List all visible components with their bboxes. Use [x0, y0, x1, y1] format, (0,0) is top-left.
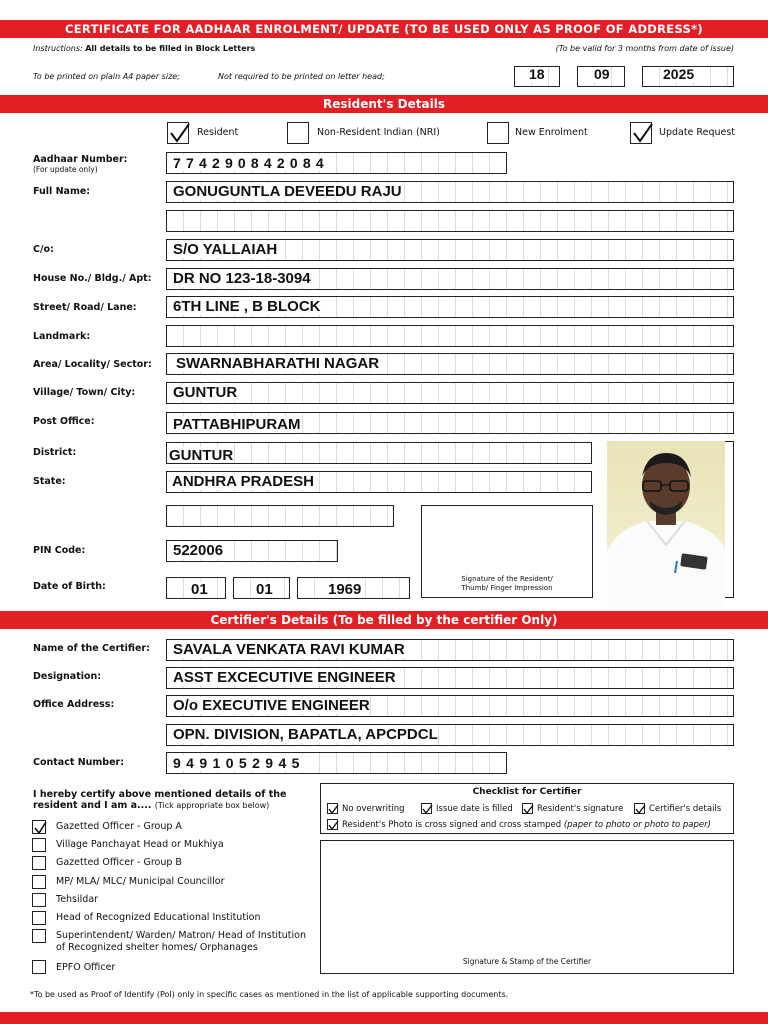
post-office-label: Post Office:: [33, 416, 95, 427]
resident-signature-caption: Signature of the Resident/ Thumb/ Finger Impression: [461, 575, 553, 592]
role-panchayat-head-checkbox[interactable]: [32, 838, 46, 852]
checklist-resident-signature-checkbox[interactable]: [522, 803, 533, 814]
checklist-certifier-details-checkbox[interactable]: [634, 803, 645, 814]
dob-year-field[interactable]: 1969: [297, 577, 410, 599]
certifier-section-title: Certifier's Details (To be filled by the certifier Only): [210, 613, 558, 627]
landmark-label: Landmark:: [33, 331, 91, 342]
role-mp-mla-checkbox[interactable]: [32, 875, 46, 889]
street-label: Street/ Road/ Lane:: [33, 302, 137, 313]
state-extra-field[interactable]: [166, 505, 394, 527]
certifier-signature-caption: Signature & Stamp of the Certifier: [462, 957, 592, 966]
certifier-section-bar: [0, 611, 768, 629]
role-educational-head-label: Head of Recognized Educational Institution: [56, 912, 261, 923]
contact-number-field[interactable]: 9491052945: [166, 752, 507, 774]
resident-photo: [607, 441, 725, 607]
instructions: Instructions: All details to be filled in Block Letters: [33, 44, 256, 53]
checklist-resident-signature-label: Resident's signature: [537, 804, 624, 814]
checkmark-icon: [33, 821, 47, 835]
pin-code-label: PIN Code:: [33, 545, 86, 556]
checklist-issue-date-label: Issue date is filled: [436, 804, 513, 814]
checkmark-icon: [631, 123, 653, 145]
checklist-photo-label: Resident's Photo is cross signed and cross stamped (paper to photo or photo to paper): [342, 820, 711, 830]
checklist-no-overwriting-label: No overwriting: [342, 804, 405, 814]
designation-label: Designation:: [33, 671, 102, 682]
new-enrolment-checkbox[interactable]: [487, 122, 509, 144]
aadhaar-field[interactable]: 774290842084: [166, 152, 507, 174]
resident-section-title: Resident's Details: [323, 97, 445, 111]
office-address-line1-field[interactable]: O/o EXECUTIVE ENGINEER: [166, 695, 734, 717]
role-panchayat-head-label: Village Panchayat Head or Mukhiya: [56, 839, 224, 850]
issue-date-day[interactable]: 18: [514, 66, 560, 87]
office-address-line2-field[interactable]: OPN. DIVISION, BAPATLA, APCPDCL: [166, 724, 734, 746]
update-request-checkbox[interactable]: [630, 122, 652, 144]
role-educational-head-checkbox[interactable]: [32, 911, 46, 925]
issue-date-year[interactable]: 2025: [642, 66, 734, 87]
resident-section-bar: [0, 95, 768, 113]
resident-option-label: Resident: [197, 127, 239, 138]
resident-checkbox[interactable]: [167, 122, 189, 144]
checkmark-icon: [328, 804, 339, 815]
checklist-title: Checklist for Certifier: [472, 787, 582, 797]
checklist-issue-date-checkbox[interactable]: [421, 803, 432, 814]
designation-field[interactable]: ASST EXCECUTIVE ENGINEER: [166, 667, 734, 689]
checklist-certifier-details-label: Certifier's details: [649, 804, 722, 814]
state-field[interactable]: ANDHRA PRADESH: [166, 471, 592, 493]
post-office-field[interactable]: PATTABHIPURAM: [166, 412, 734, 434]
certifier-signature-box[interactable]: [320, 840, 734, 974]
footer-bar: [0, 1012, 768, 1024]
certifier-name-field[interactable]: SAVALA VENKATA RAVI KUMAR: [166, 639, 734, 661]
role-tehsildar-checkbox[interactable]: [32, 893, 46, 907]
care-of-label: C/o:: [33, 244, 54, 255]
house-label: House No./ Bldg./ Apt:: [33, 273, 152, 284]
full-name-line2-field[interactable]: [166, 210, 734, 232]
certifier-name-label: Name of the Certifier:: [33, 643, 150, 654]
role-epfo-checkbox[interactable]: [32, 960, 46, 974]
village-label: Village/ Town/ City:: [33, 387, 136, 398]
district-label: District:: [33, 447, 77, 458]
checkmark-icon: [523, 804, 534, 815]
checklist-no-overwriting-checkbox[interactable]: [327, 803, 338, 814]
issue-date-month[interactable]: 09: [577, 66, 625, 87]
checkmark-icon: [328, 820, 339, 831]
footnote: *To be used as Proof of Identify (PoI) only in specific cases as mentioned in the list of applicable supporting documents.: [30, 990, 509, 999]
dob-month-field[interactable]: 01: [233, 577, 290, 599]
dob-day-field[interactable]: 01: [166, 577, 226, 599]
checkmark-icon: [168, 123, 190, 145]
resident-signature-box[interactable]: [421, 505, 593, 598]
landmark-field[interactable]: [166, 325, 734, 347]
village-field[interactable]: GUNTUR: [166, 382, 734, 404]
checkmark-icon: [422, 804, 433, 815]
role-superintendent-label: Superintendent/ Warden/ Matron/ Head of Institution of Recognized shelter homes/ Orphanages: [56, 930, 306, 953]
nri-option-label: Non-Resident Indian (NRI): [317, 127, 440, 138]
certify-statement: I hereby certify above mentioned details of the resident and I am a.... (Tick appropriate box below): [33, 789, 287, 811]
pin-code-field[interactable]: 522006: [166, 540, 338, 562]
role-gazetted-b-label: Gazetted Officer - Group B: [56, 857, 182, 868]
role-superintendent-checkbox[interactable]: [32, 929, 46, 943]
checklist-photo-checkbox[interactable]: [327, 819, 338, 830]
print-note-a4: To be printed on plain A4 paper size;: [33, 72, 180, 81]
contact-number-label: Contact Number:: [33, 757, 125, 768]
area-label: Area/ Locality/ Sector:: [33, 359, 152, 370]
full-name-field[interactable]: GONUGUNTLA DEVEEDU RAJU: [166, 181, 734, 203]
role-mp-mla-label: MP/ MLA/ MLC/ Municipal Councillor: [56, 876, 225, 887]
office-address-label: Office Address:: [33, 699, 115, 710]
house-field[interactable]: DR NO 123-18-3094: [166, 268, 734, 290]
full-name-label: Full Name:: [33, 186, 91, 197]
update-request-option-label: Update Request: [659, 127, 736, 138]
new-enrolment-option-label: New Enrolment: [515, 127, 588, 138]
state-label: State:: [33, 476, 66, 487]
person-portrait-icon: [607, 441, 725, 607]
print-note-letterhead: Not required to be printed on letter head;: [218, 72, 385, 81]
area-field[interactable]: SWARNABHARATHI NAGAR: [166, 353, 734, 375]
role-gazetted-a-label: Gazetted Officer - Group A: [56, 821, 182, 832]
role-gazetted-a-checkbox[interactable]: [32, 820, 46, 834]
aadhaar-label: Aadhaar Number: (For update only): [33, 154, 128, 174]
nri-checkbox[interactable]: [287, 122, 309, 144]
street-field[interactable]: 6TH LINE , B BLOCK: [166, 296, 734, 318]
dob-label: Date of Birth:: [33, 581, 106, 592]
form-title-bar: [0, 20, 768, 38]
role-epfo-label: EPFO Officer: [56, 962, 116, 973]
validity-note: (To be valid for 3 months from date of issue): [555, 44, 734, 53]
district-field[interactable]: GUNTUR: [166, 442, 592, 464]
checkmark-icon: [635, 804, 646, 815]
role-tehsildar-label: Tehsildar: [56, 894, 99, 905]
form-title: CERTIFICATE FOR AADHAAR ENROLMENT/ UPDATE (TO BE USED ONLY AS PROOF OF ADDRESS*): [65, 22, 703, 36]
role-gazetted-b-checkbox[interactable]: [32, 856, 46, 870]
care-of-field[interactable]: S/O YALLAIAH: [166, 239, 734, 261]
